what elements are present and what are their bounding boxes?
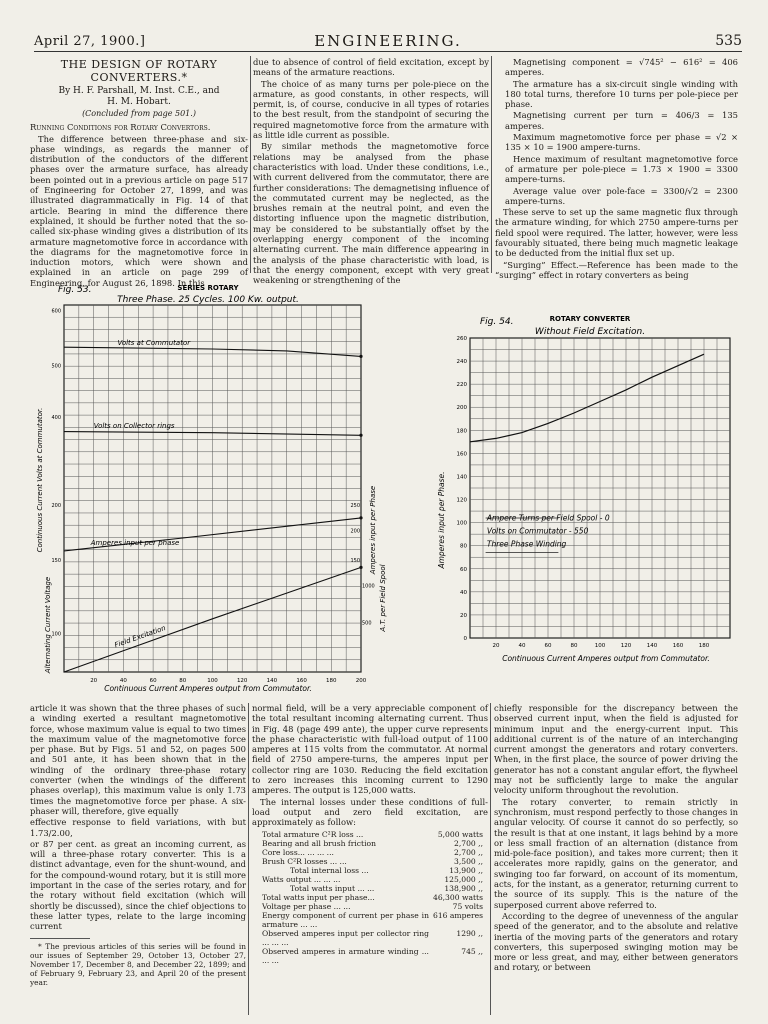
col3b-paragraph-2: The rotary converter, to remain strictly in synchronism, must respond perfectly to those changes in angular velocity. Of course it cannot do so perfectly, so the result is that at one instant, it lags behind by a more or less small fraction of an alternation (distance from mid-pole-face position), and takes more current; then it accelerates more rapidly, gains on the generator, and swinging too far forward, on account of its momentum, acts, for the instant, as a generator, returning current to the source of its supply. This is the nature of the superposed current above referred to. — [494, 796, 738, 910]
loss-row — [260, 902, 485, 911]
footnote: * The previous articles of this series will be found in our issues of September 29, October 13, October 27, November 17, December 8, and December 22, 1899; and of February 9, February 23, and April 20 of the present year. — [30, 941, 246, 987]
fig54-xtick: 160 — [672, 643, 684, 649]
loss-value: 745 ,, — [461, 946, 483, 956]
fig53-ytick-right2: 1000 — [362, 583, 375, 590]
loss-row — [260, 884, 485, 893]
fig54-legend-item: Ampere Turns per Field Spool - 0 — [486, 513, 610, 523]
loss-label: Core loss... ... ... ... — [262, 847, 334, 857]
fig53-xtick: 40 — [119, 678, 127, 684]
fig54-xtick: 20 — [492, 643, 500, 649]
math-armature: The armature has a six-circuit single winding with 180 total turns, therefore 10 turns per pole-piece per phase. — [505, 78, 738, 110]
column-rule — [250, 56, 251, 273]
fig54-ytick: 0 — [463, 636, 467, 642]
loss-label: Total armature C²R loss ... — [262, 829, 364, 839]
loss-label: Total watts input ... ... — [290, 883, 375, 893]
column-1-bottom — [30, 703, 246, 988]
loss-row — [260, 830, 485, 839]
loss-label: Watts output ... ... ... — [262, 874, 341, 884]
fig54-title: ROTARY CONVERTER — [549, 315, 631, 323]
loss-row — [260, 947, 485, 965]
losses-table — [260, 830, 485, 965]
col2-paragraph-2: The choice of as many turns per pole-piece on the armature, as good constants, in other respects, will permit, is, of course, conducive in all types of rotaries to the best result, from the standpoint of securing the required magnetomotive force from the armature with as little idle current as possible. — [253, 78, 489, 141]
loss-value: 3,500 ,, — [454, 856, 483, 866]
fig53-xtick: 20 — [90, 678, 98, 684]
loss-row — [260, 929, 485, 947]
col2b-paragraph-2: The internal losses under these conditions of full-load output and zero field excitation, are approximately as follow: — [252, 796, 488, 828]
fig53-ytick-top: 600 — [51, 308, 61, 315]
col1b-fraction-line: effective response to field variations, with but 1.73/2.00, — [30, 817, 246, 838]
fig53-series-point — [359, 355, 362, 358]
fig54-xtick: 120 — [620, 643, 632, 649]
page-header — [34, 30, 742, 52]
fig53-ytick-bottom: 200 — [51, 502, 61, 509]
col3b-paragraph-3: According to the degree of unevenness of the angular speed of the generator, and to the absolute and relative inertia of the moving parts of the generators and rotary converters, this superposed swinging motion may be more or less great, and may, either between generators and rotary, or between — [494, 910, 738, 973]
fig53-ytick-bottom: 100 — [51, 631, 61, 638]
math-magnetising: Magnetising component = √745² − 616² = 406 amperes. — [505, 57, 738, 78]
fig54-xtick: 60 — [544, 643, 552, 649]
fig53-series-point — [359, 434, 362, 437]
fig54-ytick: 260 — [456, 336, 467, 342]
fig53-series-label: Amperes input per phase — [90, 538, 180, 547]
loss-label: Observed amperes input per collector ring ... ... ... — [262, 928, 429, 947]
fig54-xtick: 100 — [594, 643, 606, 649]
loss-row — [260, 848, 485, 857]
article-title — [30, 58, 248, 84]
title-line-1: THE DESIGN OF ROTARY — [60, 58, 218, 71]
loss-value: 125,000 ,, — [444, 874, 483, 884]
fig54-ytick: 240 — [456, 359, 467, 366]
column-rule — [248, 703, 249, 1015]
loss-row — [260, 839, 485, 848]
title-line-2: CONVERTERS.* — [90, 71, 188, 84]
math-average: Average value over pole-face = 3300/√2 = 2300 ampere-turns. — [505, 185, 738, 206]
fig54-xlabel: Continuous Current Amperes output from Commutator. — [502, 654, 710, 663]
loss-label: Observed amperes in armature winding ... ... ... — [262, 946, 429, 965]
loss-row — [260, 875, 485, 884]
fig53-ytick-right: 250 — [350, 502, 360, 509]
fig54-ytick: 100 — [456, 520, 467, 527]
fig53-ytick-top: 500 — [51, 363, 61, 370]
col3b-paragraph-1: chiefly responsible for the discrepancy between the observed current input, when the field is adjusted for minimum input and the energy-current input. This additional current is of the nature of an interchanging current amongst the generators and rotary converters. When, in the first place, the source of power driving the generator has not a constant angular effort, the flywheel may not be sufficiently large to make the angular velocity uniform throughout the revolution. — [494, 703, 738, 796]
math-current-per-turn: Magnetising current per turn = 406/3 = 135 amperes. — [505, 110, 738, 131]
col3-paragraph-2: “Surging” Effect.—Reference has been made to the “surging” effect in rotary converters as being — [495, 259, 738, 280]
fig53-ytick-right: 200 — [350, 528, 360, 535]
col2-paragraph-1: due to absence of control of field excitation, except by means of the armature reactions. — [253, 57, 489, 78]
col1-paragraph-1: The difference between three-phase and six-phase windings, as regards the manner of distribution of the conductors of the different phases over the armature surface, has already been pointed out in a previous article on page 517 of Engineering for October 27, 1899, and was illustrated diagrammatically in Fig. 14 of that article. Bearing in mind the difference there explained, it should be further noted that the so-called six-phase winding gives a distribution of its armature magnetomotive force in accordance with the diagrams for the magnetomotive force in induction motors, which were shown and explained in an article on page 299 of Engineering, for August 26, 1898. In this — [30, 133, 248, 288]
column-3-top — [495, 57, 738, 281]
page-number: 535 — [715, 33, 742, 49]
fig53-series-point — [359, 516, 362, 519]
column-rule — [491, 56, 492, 273]
fig53-xtick: 80 — [179, 678, 187, 684]
loss-value: 75 volts — [452, 901, 483, 911]
fig53-grid — [64, 305, 361, 672]
fig53-xtick: 200 — [355, 678, 367, 684]
loss-row — [260, 857, 485, 866]
section-heading: Running Conditions for Rotary Convertors. — [30, 122, 211, 133]
loss-value: 2,700 ,, — [454, 838, 483, 848]
journal-title: ENGINEERING. — [314, 32, 462, 50]
fig54-legend-item: Three Phase Winding — [486, 539, 567, 549]
fig53-xtick: 60 — [149, 678, 157, 684]
fig54-legend-item: Volts on Commutator - 550 — [486, 526, 589, 536]
fig54-subtitle: Without Field Excitation. — [534, 327, 646, 337]
fig54-legend — [486, 514, 610, 553]
fig54-ytick: 220 — [456, 382, 467, 389]
fig54-ticks — [457, 336, 710, 649]
loss-label: Voltage per phase ... ... — [262, 901, 351, 911]
fig53-xtick: 180 — [326, 678, 337, 684]
fig54-xtick: 180 — [698, 643, 710, 649]
loss-row — [260, 866, 485, 875]
concluded-note: (Concluded from page 501.) — [82, 109, 196, 118]
column-1-top — [30, 58, 248, 289]
fig54-ytick: 160 — [456, 451, 467, 458]
loss-row — [260, 893, 485, 902]
column-2-bottom — [252, 703, 488, 965]
loss-value: 5,000 watts — [437, 829, 483, 839]
column-3-bottom — [494, 703, 738, 974]
fig53-title: SERIES ROTARY — [177, 284, 239, 292]
fig53-ylabel-right-1: Amperes input per Phase — [369, 485, 377, 575]
fig54-ylabel: Amperes input per Phase. — [437, 471, 446, 569]
col1b-paragraph-2: or 87 per cent. as great an incoming current, as will a three-phase rotary converter. This is a distinct advantage, even for the shunt-wound, and for the compound-wound rotary, but it is still more important in the case of the series rotary, and for the rotary without field excitation (which will shortly be discussed), since the chief objections to these latter types, relate to the large incoming current — [30, 838, 246, 932]
loss-label: Total internal loss ... — [290, 865, 369, 875]
fig54-grid — [470, 338, 730, 638]
fig54-xtick: 40 — [518, 643, 526, 649]
col2b-paragraph-1: normal field, will be a very appreciable component of the total resultant incoming alternating current. Thus in Fig. 48 (page 499 ante), the upper curve represents the phase characteristic with full-load output of 1100 amperes at 115 volts from the commutator. At normal field of 2750 ampere-turns, the amperes input per collector ring are 1030. Reducing the field excitation to zero increases this incoming current to 1290 amperes. The output is 125,000 watts. — [252, 703, 488, 796]
fig53-label: Fig. 53. — [58, 285, 92, 295]
math-max-mmf: Maximum magnetomotive force per phase = √2 × 135 × 10 = 1900 ampere-turns. — [505, 132, 738, 153]
fig54-ytick: 180 — [456, 428, 467, 435]
fig54-xtick: 140 — [646, 643, 658, 649]
fig53-ytick-right: 150 — [350, 557, 360, 564]
figure-54 — [430, 310, 746, 670]
fig53-xtick: 160 — [296, 678, 307, 684]
fig53-ticks — [51, 308, 374, 684]
byline — [30, 86, 248, 108]
fig54-ytick: 60 — [460, 566, 467, 573]
fig53-series-label: Field Excitation — [113, 624, 167, 650]
loss-value: 138,900 ,, — [444, 883, 483, 893]
fig53-ytick-bottom: 150 — [51, 557, 61, 564]
loss-value: 13,900 ,, — [449, 865, 483, 875]
fig54-ytick: 20 — [460, 612, 467, 619]
fig53-subtitle: Three Phase. 25 Cycles. 100 Kw. output. — [117, 295, 299, 305]
loss-label: Total watts input per phase... — [262, 892, 375, 902]
fig53-xtick: 120 — [236, 678, 248, 684]
math-resultant-mmf: Hence maximum of resultant magnetomotive force of armature per pole-piece = 1.73 × 1900 = 3300 ampere-turns. — [505, 153, 738, 185]
loss-row — [260, 911, 485, 929]
loss-label: Brush C²R losses ... ... — [262, 856, 347, 866]
fig53-ytick-right2: 500 — [362, 620, 372, 627]
col1b-paragraph-1: article it was shown that the three phases of such a winding exerted a resultant magnetomotive force, whose maximum value is equal to two times the maximum value of the magnetomotive force per phase. But by Figs. 51 and 52, on pages 500 and 501 ante, it has been shown that in the winding of the ordinary three-phase rotary converter (when the windings of the different phases overlap), this maximum value is only 1.73 times the magnetomotive force per phase. A six-phaser will, therefore, give equally — [30, 703, 246, 816]
fig54-ytick: 40 — [460, 589, 467, 596]
byline-2: H. M. Hobart. — [107, 97, 171, 107]
header-date: April 27, 1900.] — [34, 34, 146, 49]
loss-label: Bearing and all brush friction — [262, 838, 376, 848]
loss-value: 1290 ,, — [456, 928, 483, 938]
fig53-ylabel-bottom: Alternating Current Voltage — [44, 576, 52, 674]
loss-value: 46,300 watts — [432, 892, 483, 902]
fig53-xlabel: Continuous Current Amperes output from Commutator. — [104, 684, 312, 693]
fig53-xtick: 100 — [207, 678, 218, 684]
fig54-ytick: 120 — [456, 497, 467, 504]
column-rule — [490, 703, 491, 1015]
fig54-ytick: 140 — [456, 474, 467, 481]
fig53-ylabel-right-2: A.T. per Field Spool — [379, 564, 387, 632]
fig53-xtick: 140 — [266, 678, 278, 684]
byline-1: By H. F. Parshall, M. Inst. C.E., and — [58, 86, 220, 96]
loss-value: 2,700 ,, — [454, 847, 483, 857]
col3-paragraph-1: These serve to set up the same magnetic flux through the armature winding, for which 2750 ampere-turns per field spool were required. The latter, however, were less favourably situated, there being much magnetic leakage to be deducted from the initial flux set up. — [495, 207, 738, 259]
figure-53 — [28, 280, 390, 698]
fig53-series-label: Volts on Collector rings — [93, 421, 175, 430]
loss-label: Energy component of current per phase in armature ... ... — [262, 910, 429, 929]
loss-value: 616 amperes — [432, 910, 483, 920]
fig54-ytick: 80 — [460, 543, 467, 550]
column-2-top — [253, 57, 489, 287]
fig53-series-point — [359, 566, 362, 569]
fig54-ytick: 200 — [456, 405, 467, 412]
fig53-ytick-top: 400 — [51, 414, 61, 421]
fig53-ylabel-top: Continuous Current Volts at Commutator. — [36, 407, 44, 553]
fig54-xtick: 80 — [570, 643, 578, 649]
fig54-label: Fig. 54. — [480, 317, 514, 327]
fig53-series-label: Volts at Commutator — [117, 338, 191, 347]
col2-paragraph-3: By similar methods the magnetomotive force relations may be analysed from the phase characteristics with load. Under these conditions, i.e., with current delivered from the commutator, there are further considerations: The demagnetising influence of the commutated current may be neglected, as the brushes remain at the neutral point, and even the distorting influence upon the magnetic distribution, may be considered to be substantially offset by the overlapping energy component of the incoming alternating current. The main difference appearing in the analysis of the phase characteristic with load, is that the energy component, except with very great weakening or strengthening of the — [253, 141, 489, 286]
